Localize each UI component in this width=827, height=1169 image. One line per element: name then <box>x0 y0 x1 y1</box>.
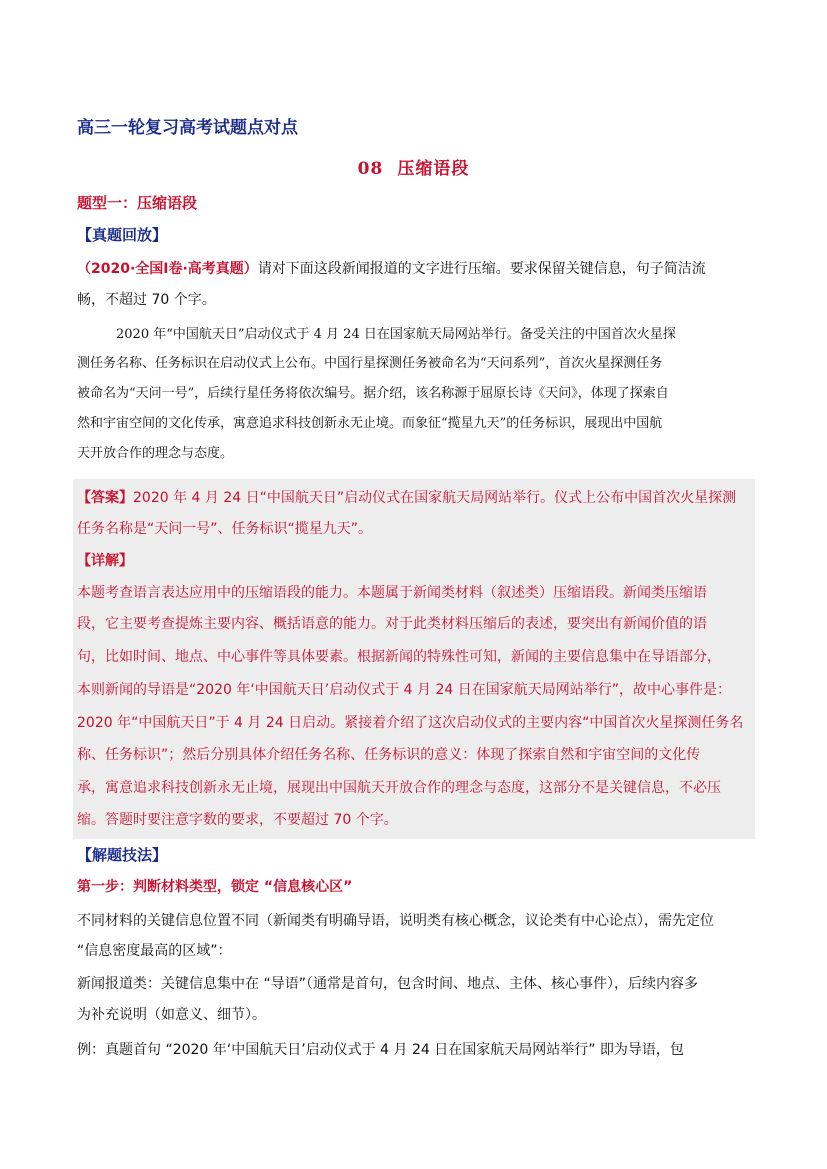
explanation-line: 承，寓意追求科技创新永无止境，展现出中国航天开放合作的理念与态度，这部分不是关键信息，不必压 <box>77 780 721 796</box>
explanation-line: 句，比如时间、地点、中心事件等具体要素。根据新闻的特殊性可知，新闻的主要信息集中在导语部分， <box>77 649 721 665</box>
method-line: “信息密度最高的区域”： <box>77 943 232 959</box>
method-heading: 【解题技法】 <box>77 846 168 864</box>
passage-line: 被命名为“天问一号”，后续行星任务将依次编号。据介绍，该名称源于屈原长诗《天问》，体现了探索自 <box>77 386 669 401</box>
section-title <box>0 154 827 179</box>
section-title-text: 压缩语段 <box>397 159 470 179</box>
explanation-line: 称、任务标识”；然后分别具体介绍任务名称、任务标识的意义：体现了探索自然和宇宙空间的文化传 <box>77 747 701 763</box>
question-source: （2020·全国Ⅰ卷·高考真题） <box>77 261 258 277</box>
section-number: 08 <box>357 159 384 179</box>
method-line: 为补充说明（如意义、细节）。 <box>77 1007 266 1023</box>
explanation-line: 本题考查语言表达应用中的压缩语段的能力。本题属于新闻类材料（叙述类）压缩语段。新闻类压缩语 <box>77 585 707 601</box>
method-line: 不同材料的关键信息位置不同（新闻类有明确导语，说明类有核心概念，议论类有中心论点），需先定位 <box>77 913 714 929</box>
explanation-line: 缩。答题时要注意字数的要求，不要超过 70 个字。 <box>77 812 398 828</box>
question-line-2: 畅，不超过 70 个字。 <box>77 292 216 308</box>
passage-line: 测任务名称、任务标识在启动仪式上公布。中国行星探测任务被命名为“天问系列”，首次火星探测任务 <box>77 356 663 371</box>
answer-label: 【答案】 <box>77 490 133 506</box>
passage-line: 然和宇宙空间的文化传承，寓意追求科技创新永无止境。而象征“揽星九天”的任务标识，展现出中国航 <box>77 416 663 431</box>
question-text: 请对下面这段新闻报道的文字进行压缩。要求保留关键信息，句子简洁流 <box>257 261 706 277</box>
passage-line: 天开放合作的理念与态度。 <box>77 446 234 461</box>
explanation-line: 本则新闻的导语是“2020 年‘中国航天日’启动仪式于 4 月 24 日在国家航天局网站举行”，故中心事件是： <box>77 682 732 698</box>
passage-line: 2020 年“中国航天日”启动仪式于 4 月 24 日在国家航天局网站举行。备受关注的中国首次火星探 <box>116 327 676 342</box>
document-title: 高三一轮复习高考试题点对点 <box>77 118 298 138</box>
type-heading: 题型一：压缩语段 <box>77 194 198 212</box>
explanation-line: 2020 年“中国航天日”于 4 月 24 日启动。紧接着介绍了这次启动仪式的主要内容“中国首次火星探测任务名 <box>77 715 744 731</box>
method-line: 新闻报道类：关键信息集中在 “导语”（通常是首句，包含时间、地点、主体、核心事件），后续内容多 <box>77 976 698 992</box>
explanation-label: 【详解】 <box>77 553 133 569</box>
answer-line-1 <box>77 488 753 508</box>
real-exam-heading: 【真题回放】 <box>77 226 168 244</box>
method-step-1: 第一步：判断材料类型，锁定 “信息核心区” <box>77 879 353 895</box>
answer-text: 2020 年 4 月 24 日“中国航天日”启动仪式在国家航天局网站举行。仪式上公布中国首次火星探测 <box>133 490 737 506</box>
question-line-1 <box>77 259 753 279</box>
method-line: 例：真题首句 “2020 年‘中国航天日’启动仪式于 4 月 24 日在国家航天局网站举行” 即为导语，包 <box>77 1042 684 1058</box>
explanation-line: 段，它主要考查提炼主要内容、概括语意的能力。对于此类材料压缩后的表述，要突出有新闻价值的语 <box>77 616 707 632</box>
answer-line-2: 任务名称是“天问一号”、任务标识“揽星九天”。 <box>77 521 373 537</box>
